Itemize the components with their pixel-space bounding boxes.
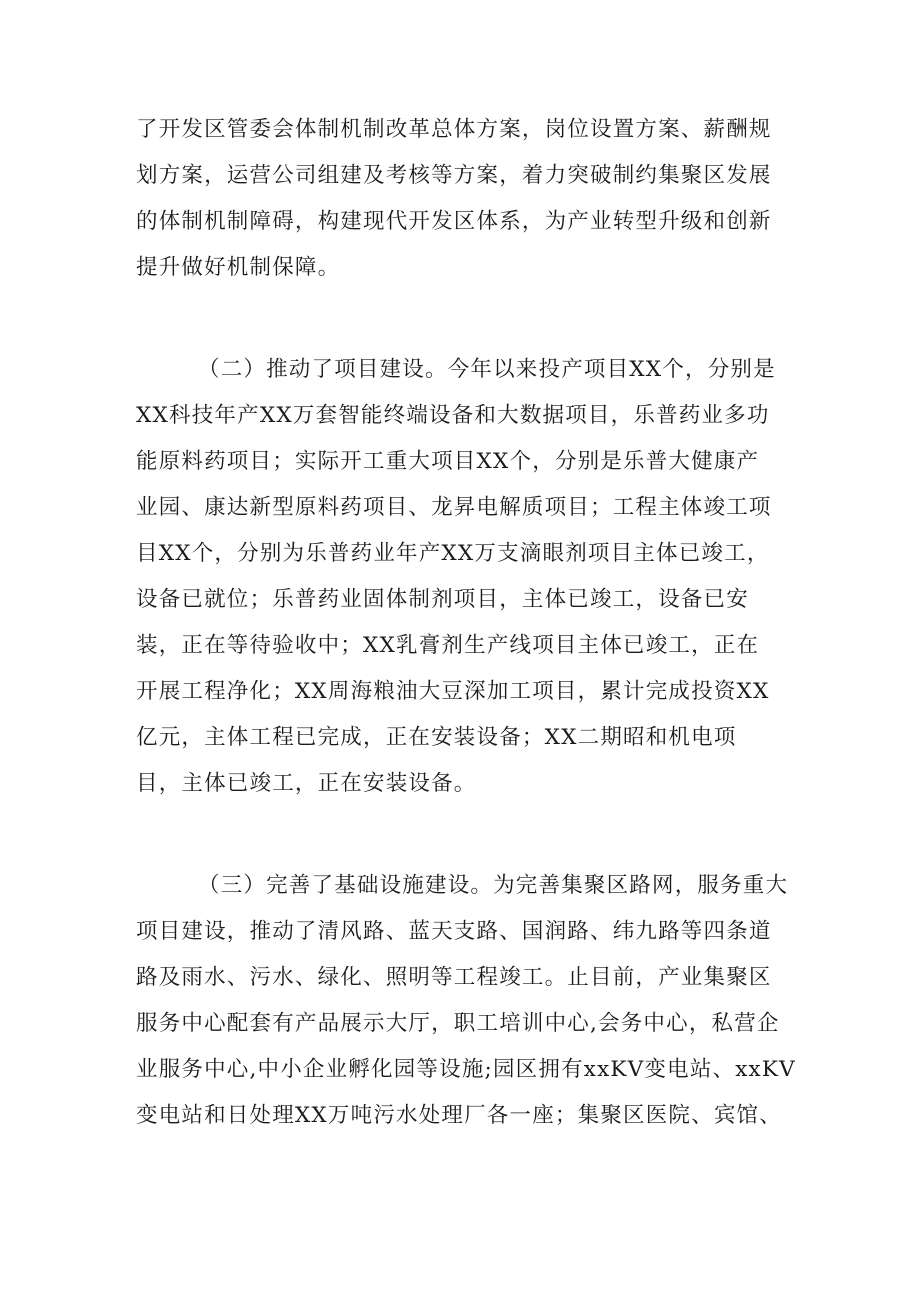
text-line: 业服务中心,中小企业孵化园等设施;园区拥有xxKV变电站、xxKV <box>136 1057 796 1082</box>
text-line: 业园、康达新型原料药项目、龙昇电解质项目；工程主体竣工项 <box>136 495 772 520</box>
text-line: （二）推动了项目建设。今年以来投产项目XX个，分别是 <box>198 357 776 382</box>
text-line: 变电站和日处理XX万吨污水处理厂各一座；集聚区医院、宾馆、 <box>136 1103 782 1128</box>
text-line: 路及雨水、污水、绿化、照明等工程竣工。止目前，产业集聚区 <box>136 965 772 990</box>
text-line: 了开发区管委会体制机制改革总体方案，岗位设置方案、薪酬规 <box>136 117 772 142</box>
text-line: 提升做好机制保障。 <box>136 255 341 280</box>
text-line: 目，主体已竣工，正在安装设备。 <box>136 771 477 796</box>
text-line: XX科技年产XX万套智能终端设备和大数据项目，乐普药业多功 <box>136 403 770 428</box>
text-line: 设备已就位；乐普药业固体制剂项目，主体已竣工，设备已安 <box>136 587 749 612</box>
text-line: 目XX个，分别为乐普药业年产XX万支滴眼剂项目主体已竣工， <box>136 541 770 566</box>
text-line: 能原料药项目；实际开工重大项目XX个，分别是乐普大健康产 <box>136 449 760 474</box>
text-line: 的体制机制障碍，构建现代开发区体系，为产业转型升级和创新 <box>136 209 772 234</box>
text-line: 服务中心配套有产品展示大厅，职工培训中心,会务中心，私营企 <box>136 1011 780 1036</box>
text-line: 项目建设，推动了清风路、蓝天支路、国润路、纬九路等四条道 <box>136 919 772 944</box>
text-line: 装，正在等待验收中；XX乳膏剂生产线项目主体已竣工，正在 <box>136 633 760 658</box>
text-line: 亿元，主体工程已完成，正在安装设备；XX二期昭和机电项 <box>136 725 737 750</box>
text-line: 开展工程净化；XX周海粮油大豆深加工项目，累计完成投资XX <box>136 679 770 704</box>
text-line: 划方案，运营公司组建及考核等方案，着力突破制约集聚区发展 <box>136 163 772 188</box>
text-line: （三）完善了基础设施建设。为完善集聚区路网，服务重大 <box>198 873 789 898</box>
